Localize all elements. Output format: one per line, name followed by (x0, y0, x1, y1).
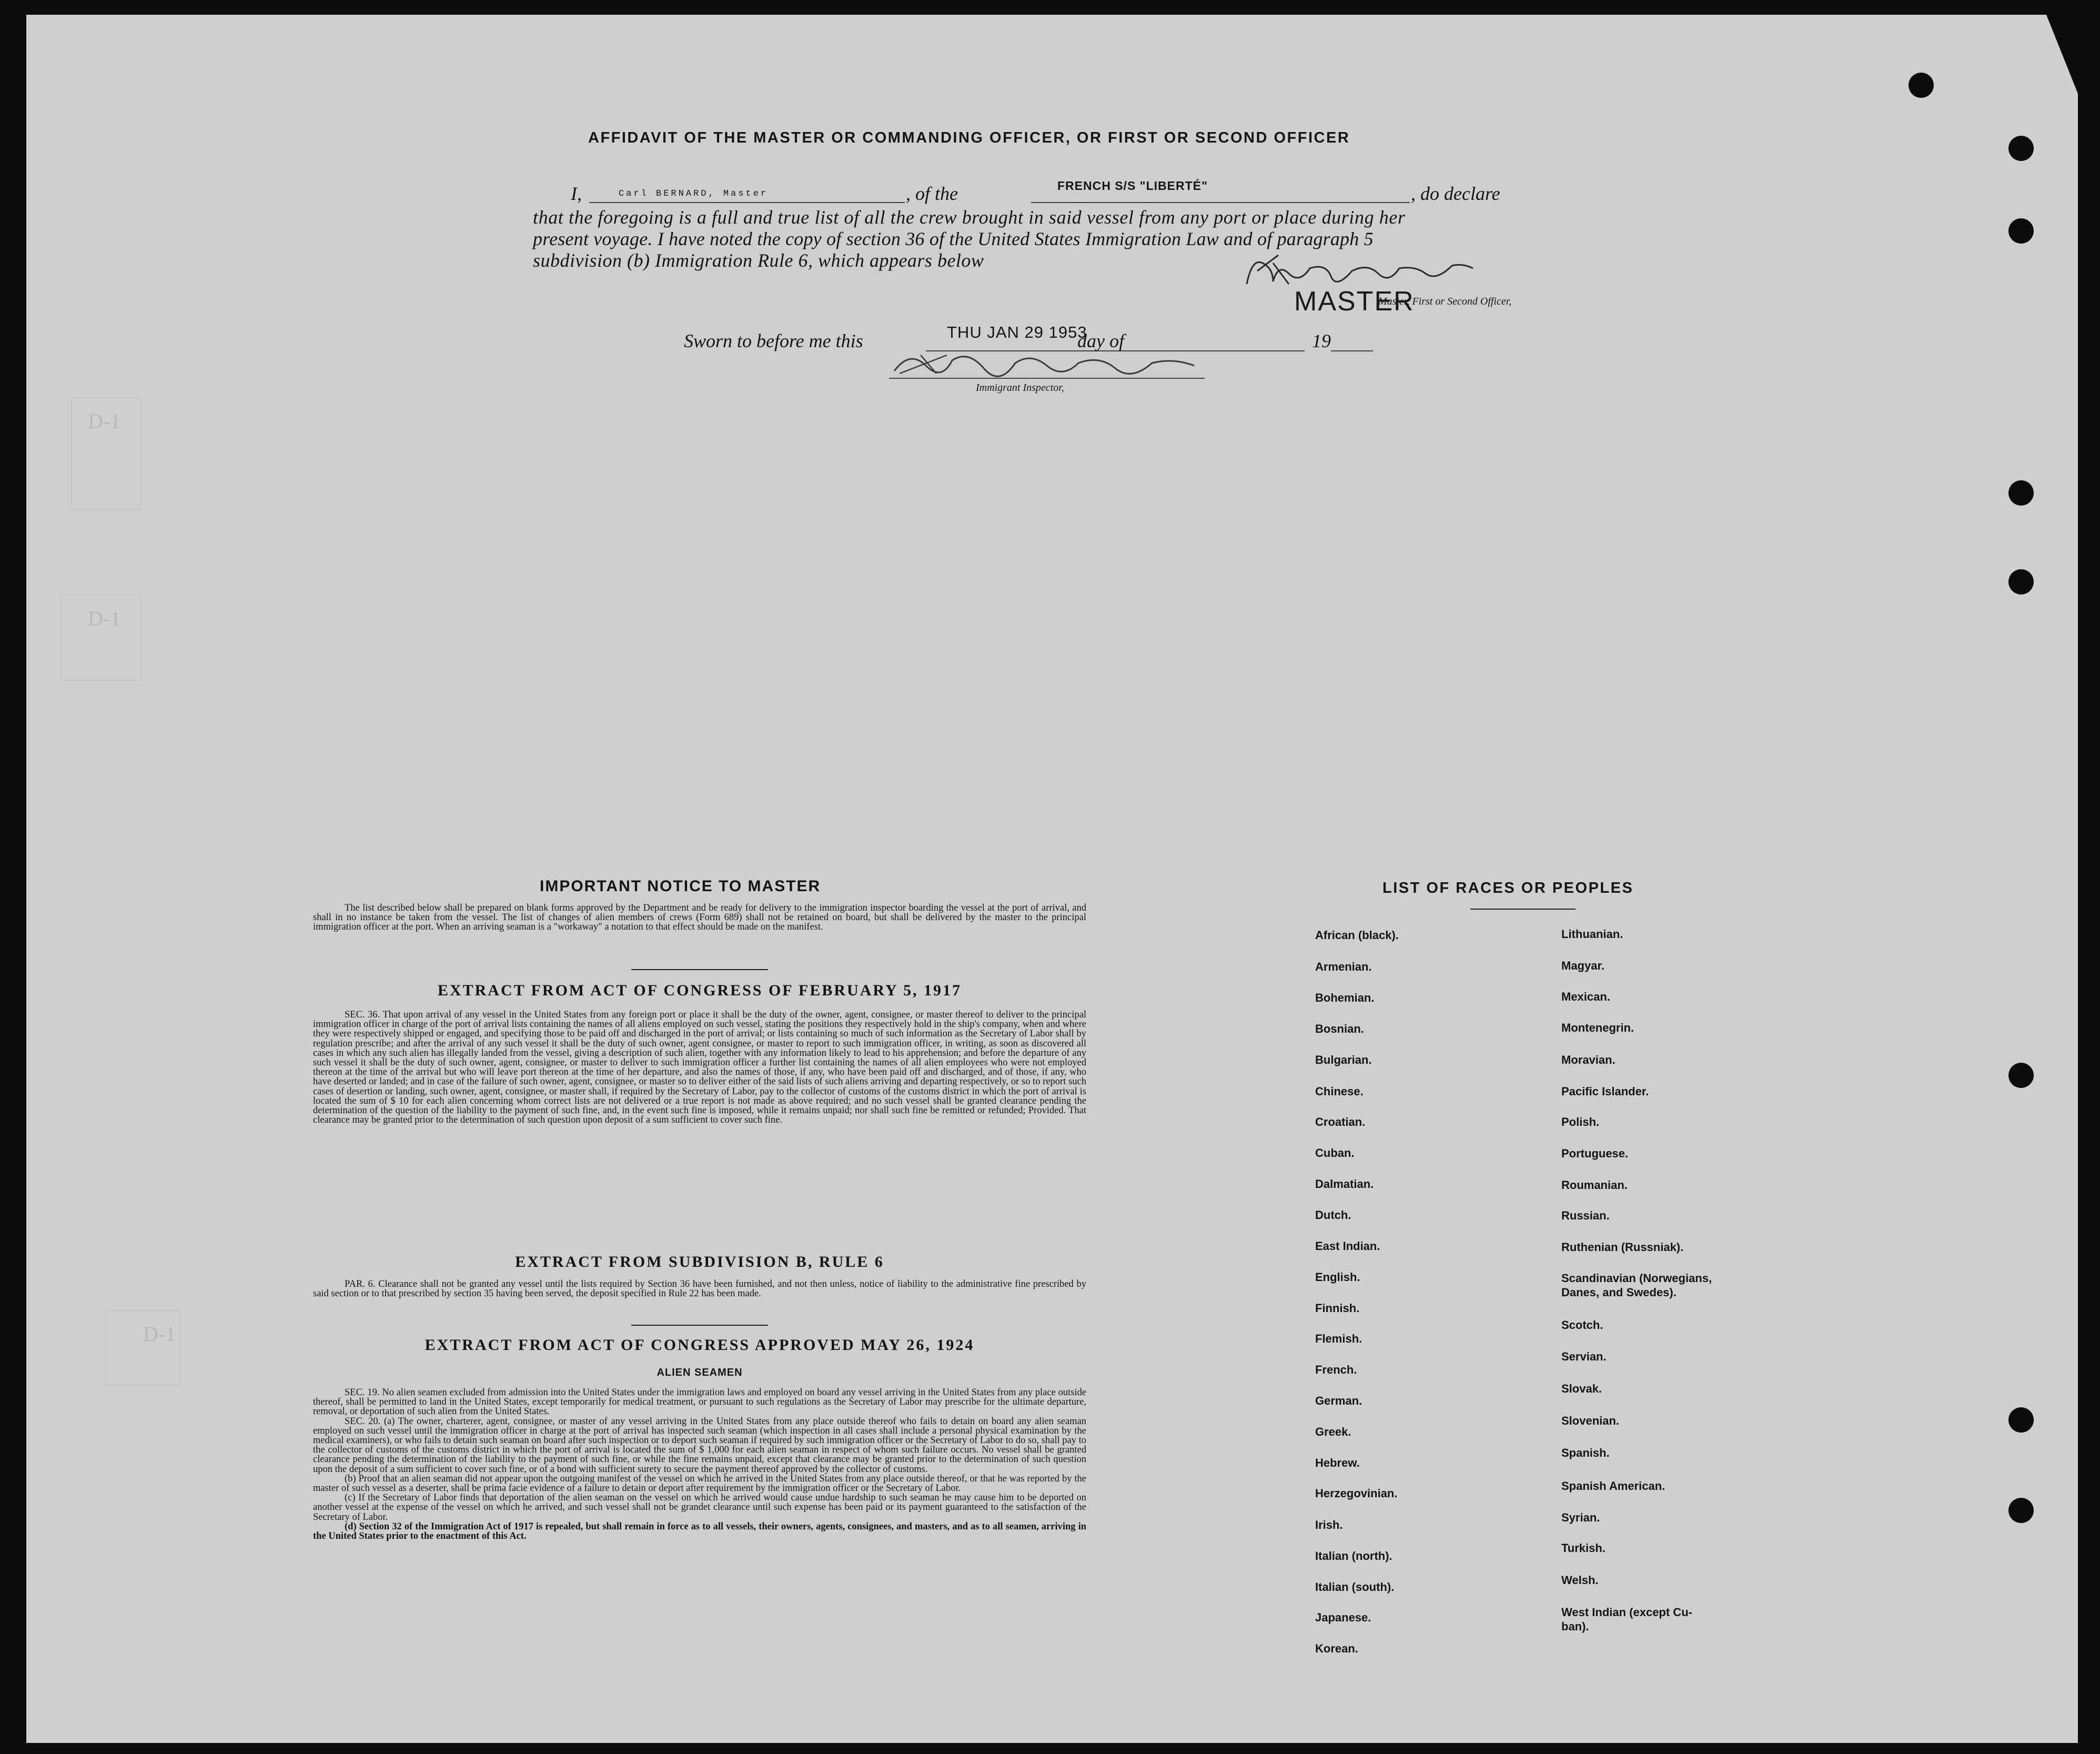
race-item: Bohemian. (1315, 991, 1375, 1004)
year-prefix: 19 (1312, 330, 1331, 351)
race-item: Italian (north). (1315, 1549, 1392, 1563)
race-item: Korean. (1315, 1642, 1358, 1655)
race-item: Moravian. (1561, 1053, 1616, 1066)
race-item: Cuban. (1315, 1146, 1355, 1160)
race-item: Servian. (1561, 1350, 1607, 1363)
of-the-label: , of the (906, 183, 958, 204)
race-item: German. (1315, 1394, 1362, 1407)
master-name-line (589, 202, 905, 203)
race-item: Herzegovinian. (1315, 1487, 1398, 1500)
punch-hole (2008, 1407, 2034, 1433)
sec19-paragraph: SEC. 19. No alien seamen excluded from admission into the United States under the immigration laws and employed on board any vessel arriving in the United States from any place outside thereof, shall be permitted to land in the United States, except temporarily for medical treatment, or pursuant to such regulations as the Secretary of Labor may prescribe for the ultimate departure, removal, or deportation of such alien from the United States. (313, 1387, 1086, 1417)
alien-seamen-subheading: ALIEN SEAMEN (657, 1367, 743, 1378)
punch-hole (2008, 480, 2034, 506)
signature-caption: Master, First or Second Officer, (1378, 296, 1512, 307)
race-item: Turkish. (1561, 1541, 1606, 1555)
punch-hole (2008, 569, 2034, 594)
ghost-mark: D-1 (105, 1310, 181, 1386)
race-item: Chinese. (1315, 1085, 1364, 1098)
par6-paragraph: PAR. 6. Clearance shall not be granted any vessel until the lists required by Section 36 have been furnished, and not then unless, notice of liability to the administrative fine prescribed by said section or to that prescribed by section 35 having been served, the deposit specified in Rule 22 has been made. (313, 1279, 1086, 1299)
punch-hole (2008, 218, 2034, 244)
race-item: English. (1315, 1271, 1360, 1284)
race-item: Croatian. (1315, 1115, 1366, 1128)
race-item: East Indian. (1315, 1239, 1380, 1253)
race-item: Lithuanian. (1561, 928, 1623, 941)
race-item: Scotch. (1561, 1318, 1603, 1332)
race-item: Welsh. (1561, 1574, 1599, 1587)
day-of-label: day of (1077, 330, 1124, 351)
inspector-signature (889, 345, 1205, 381)
punch-hole (1909, 73, 1934, 98)
race-item: French. (1315, 1363, 1357, 1376)
race-item: Italian (south). (1315, 1580, 1395, 1594)
sec36-paragraph: SEC. 36. That upon arrival of any vessel in the United States from any foreign port or place it shall be the duty of the owner, agent, consignee, or master thereof to deliver to the principal immigration officer in charge of the port of arrival lists containing the names of all aliens employed on such vessel, stating the positions they respectively hold in the ship's company, when and where they were respectively shipped or engaged, and specifying those to be paid off and discharged in the port of arrival; or lists containing so much of such information as the Secretary of Labor shall by regulation prescribe; and after the arrival of any such vessel it shall be the duty of such owner, agent consignee, or master to report to such immigration officer, in writing, as soon as discovered all cases in which any such alien has illegally landed from the vessel, giving a description of such alien, together with any information likely to lead to his apprehension; and before the departure of any such vessel it shall be the duty of such owner, agent, consignee, or master to deliver to such immigration officer a further list containing the names of all alien employees who were not employed thereon at the time of the arrival but who will leave port thereon at the time of her departure, and also the names of those, if any, who have been paid off and discharged, and of those, if any, who have deserted or landed; and in case of the failure of such owner, agent, consignee, or master so to deliver either of the said lists of such aliens arriving and departing respectively, or so to report such cases of desertion or landing, such owner, agent, consignee, or master shall, if required by the Secretary of Labor, pay to the collector of customs of the customs district in which the port of arrival is located the sum of $ 10 for each alien concerning whom correct lists are not delivered or a true report is not made as above required; and no such vessel shall be granted clearance pending the determination of the question of the liability to the payment of such fine, and, in the event such fine is imposed, while it remains unpaid; nor shall such fine be remitted or refunded; Provided. That clearance may be granted prior to the determination of such question upon deposit of a sum sufficient to cover such fine. (313, 1010, 1086, 1126)
extract-1924-heading: EXTRACT FROM ACT OF CONGRESS APPROVED MAY 26, 1924 (425, 1336, 975, 1354)
race-item: Roumanian. (1561, 1178, 1628, 1192)
affidavit-statement-line2: that the foregoing is a full and true list of all the crew brought in said vessel from any port or place during her (533, 207, 1406, 228)
sec20c-paragraph: (c) If the Secretary of Labor finds that deportation of the alien seaman on the vessel on which he arrived would cause undue hardship to such seaman he may cause him to be deported on another vessel at the expense of the vessel on which he arrived, and such vessel shall not be grandet clearance until such expense has been paid or its payment guaranteed to the satisfaction of the Secretary of Labor. (313, 1493, 1086, 1523)
vessel-name: FRENCH S/S "LIBERTÉ" (1057, 179, 1208, 193)
affidavit-i-label: I, (571, 183, 582, 204)
race-item: Mexican. (1561, 990, 1610, 1003)
rule6-text (313, 1279, 1086, 1298)
sworn-date-stamp: THU JAN 29 1953 (947, 323, 1087, 341)
race-item: Bulgarian. (1315, 1053, 1372, 1066)
affidavit-statement-line3: present voyage. I have noted the copy of section 36 of the United States Immigration Law and of paragraph 5 (533, 228, 1374, 249)
race-item: Spanish American. (1561, 1479, 1665, 1493)
race-item: West Indian (except Cu- (1561, 1606, 1692, 1619)
race-item: African (black). (1315, 929, 1399, 942)
race-item: Polish. (1561, 1115, 1600, 1128)
master-name: Carl BERNARD, Master (619, 189, 769, 199)
extract-1917-text (313, 1010, 1086, 1125)
races-heading: LIST OF RACES OR PEOPLES (1382, 880, 1634, 896)
notice-heading: IMPORTANT NOTICE TO MASTER (540, 878, 821, 895)
race-item: Russian. (1561, 1209, 1610, 1222)
punch-hole (2008, 136, 2034, 161)
punch-hole (2008, 1063, 2034, 1088)
affidavit-heading: AFFIDAVIT OF THE MASTER OR COMMANDING OFFICER, OR FIRST OR SECOND OFFICER (588, 129, 1350, 146)
divider (631, 1325, 768, 1326)
race-item: Dutch. (1315, 1208, 1351, 1222)
race-item: Hebrew. (1315, 1456, 1360, 1469)
extract-1924-text (313, 1388, 1086, 1541)
sec20b-paragraph: (b) Proof that an alien seaman did not appear upon the outgoing manifest of the vessel on which he arrived in the United States from any place outside thereof, or that he was reported by the master of such vessel as a deserter, shall be prima facie evidence of a failure to detain or deport after requirement by the immigration officer or the Secretary of Labor. (313, 1473, 1086, 1494)
do-declare-label: , do declare (1411, 183, 1500, 204)
race-item: Greek. (1315, 1425, 1351, 1438)
inspector-line (889, 378, 1205, 379)
race-item: Pacific Islander. (1561, 1085, 1649, 1098)
sec20d-paragraph: (d) Section 32 of the Immigration Act of 1917 is repealed, but shall remain in force as to all vessels, their owners, agents, consignees, and masters, and as to all seamen, arriving in the United States prior to the enactment of this Act. (313, 1521, 1086, 1542)
inspector-caption: Immigrant Inspector, (976, 382, 1064, 394)
affidavit-statement-line4: subdivision (b) Immigration Rule 6, which appears below (533, 250, 984, 271)
sec20a-paragraph: SEC. 20. (a) The owner, charterer, agent, consignee, or master of any vessel arriving in the United States from any place outside thereof who fails to detain on board any alien seaman employed on such vessel until the immigration officer in charge at the port of arrival has inspected such seaman (which inspection in all cases shall include a personal physical examination by the medical examiners), or who fails to detain such seaman on board after such inspection or to deport such seaman if required by such immigration officer or the Secretary of Labor to do so, shall pay to the collector of customs of the customs district in which the port of arrival is located the sum of $ 1,000 for each alien seaman in respect of whom such failure occurs. No vessel shall be granted clearance pending the determination of the liability to the payment of such fine, or while the fine remains unpaid, except that clearance may be granted prior to the determination of such question upon the deposit of a sum sufficient to cover such fine, or of a bond with sufficient surety to secure the payment thereof approved by the collector of customs. (313, 1416, 1086, 1475)
vessel-line (1031, 202, 1410, 203)
notice-paragraph: The list described below shall be prepared on blank forms approved by the Department and be ready for delivery to the immigration inspector boarding the vessel at the port of arrival, and shall in no instance be taken from the vessel. The list of changes of alien members of crews (Form 689) shall not be retained on board, but shall be delivered by the master to the principal immigration officer at the port. When an arriving seaman is a "workaway" a notation to that effect should be made on the manifest. (313, 903, 1086, 933)
extract-1917-heading: EXTRACT FROM ACT OF CONGRESS OF FEBRUARY 5, 1917 (437, 982, 962, 999)
race-item: Slovenian. (1561, 1414, 1620, 1427)
ghost-mark: D-1 (71, 397, 142, 510)
race-item: Finnish. (1315, 1302, 1360, 1315)
race-item: Dalmatian. (1315, 1177, 1374, 1191)
punch-hole (2008, 1498, 2034, 1523)
race-item: Irish. (1315, 1518, 1343, 1531)
master-stamp: MASTER (1294, 286, 1415, 317)
race-item: Bosnian. (1315, 1022, 1364, 1035)
race-item: Armenian. (1315, 960, 1372, 973)
ghost-mark: D-1 (60, 594, 142, 681)
race-item: Spanish. (1561, 1446, 1610, 1459)
rule6-heading: EXTRACT FROM SUBDIVISION B, RULE 6 (515, 1253, 884, 1271)
race-item: Scandinavian (Norwegians, (1561, 1272, 1712, 1285)
notice-text (313, 903, 1086, 932)
sworn-prefix: Sworn to before me this (684, 330, 863, 351)
race-item: Flemish. (1315, 1332, 1362, 1345)
race-item: Ruthenian (Russniak). (1561, 1241, 1684, 1254)
race-item: Syrian. (1561, 1511, 1600, 1524)
race-item: Danes, and Swedes). (1561, 1286, 1677, 1299)
race-item: Portuguese. (1561, 1147, 1629, 1160)
race-item: Magyar. (1561, 959, 1604, 972)
divider (1470, 909, 1576, 910)
race-item: Montenegrin. (1561, 1021, 1634, 1034)
year-line (1331, 350, 1373, 351)
divider (631, 969, 768, 970)
race-item: Slovak. (1561, 1382, 1602, 1395)
race-item: ban). (1561, 1620, 1589, 1633)
race-item: Japanese. (1315, 1611, 1371, 1624)
